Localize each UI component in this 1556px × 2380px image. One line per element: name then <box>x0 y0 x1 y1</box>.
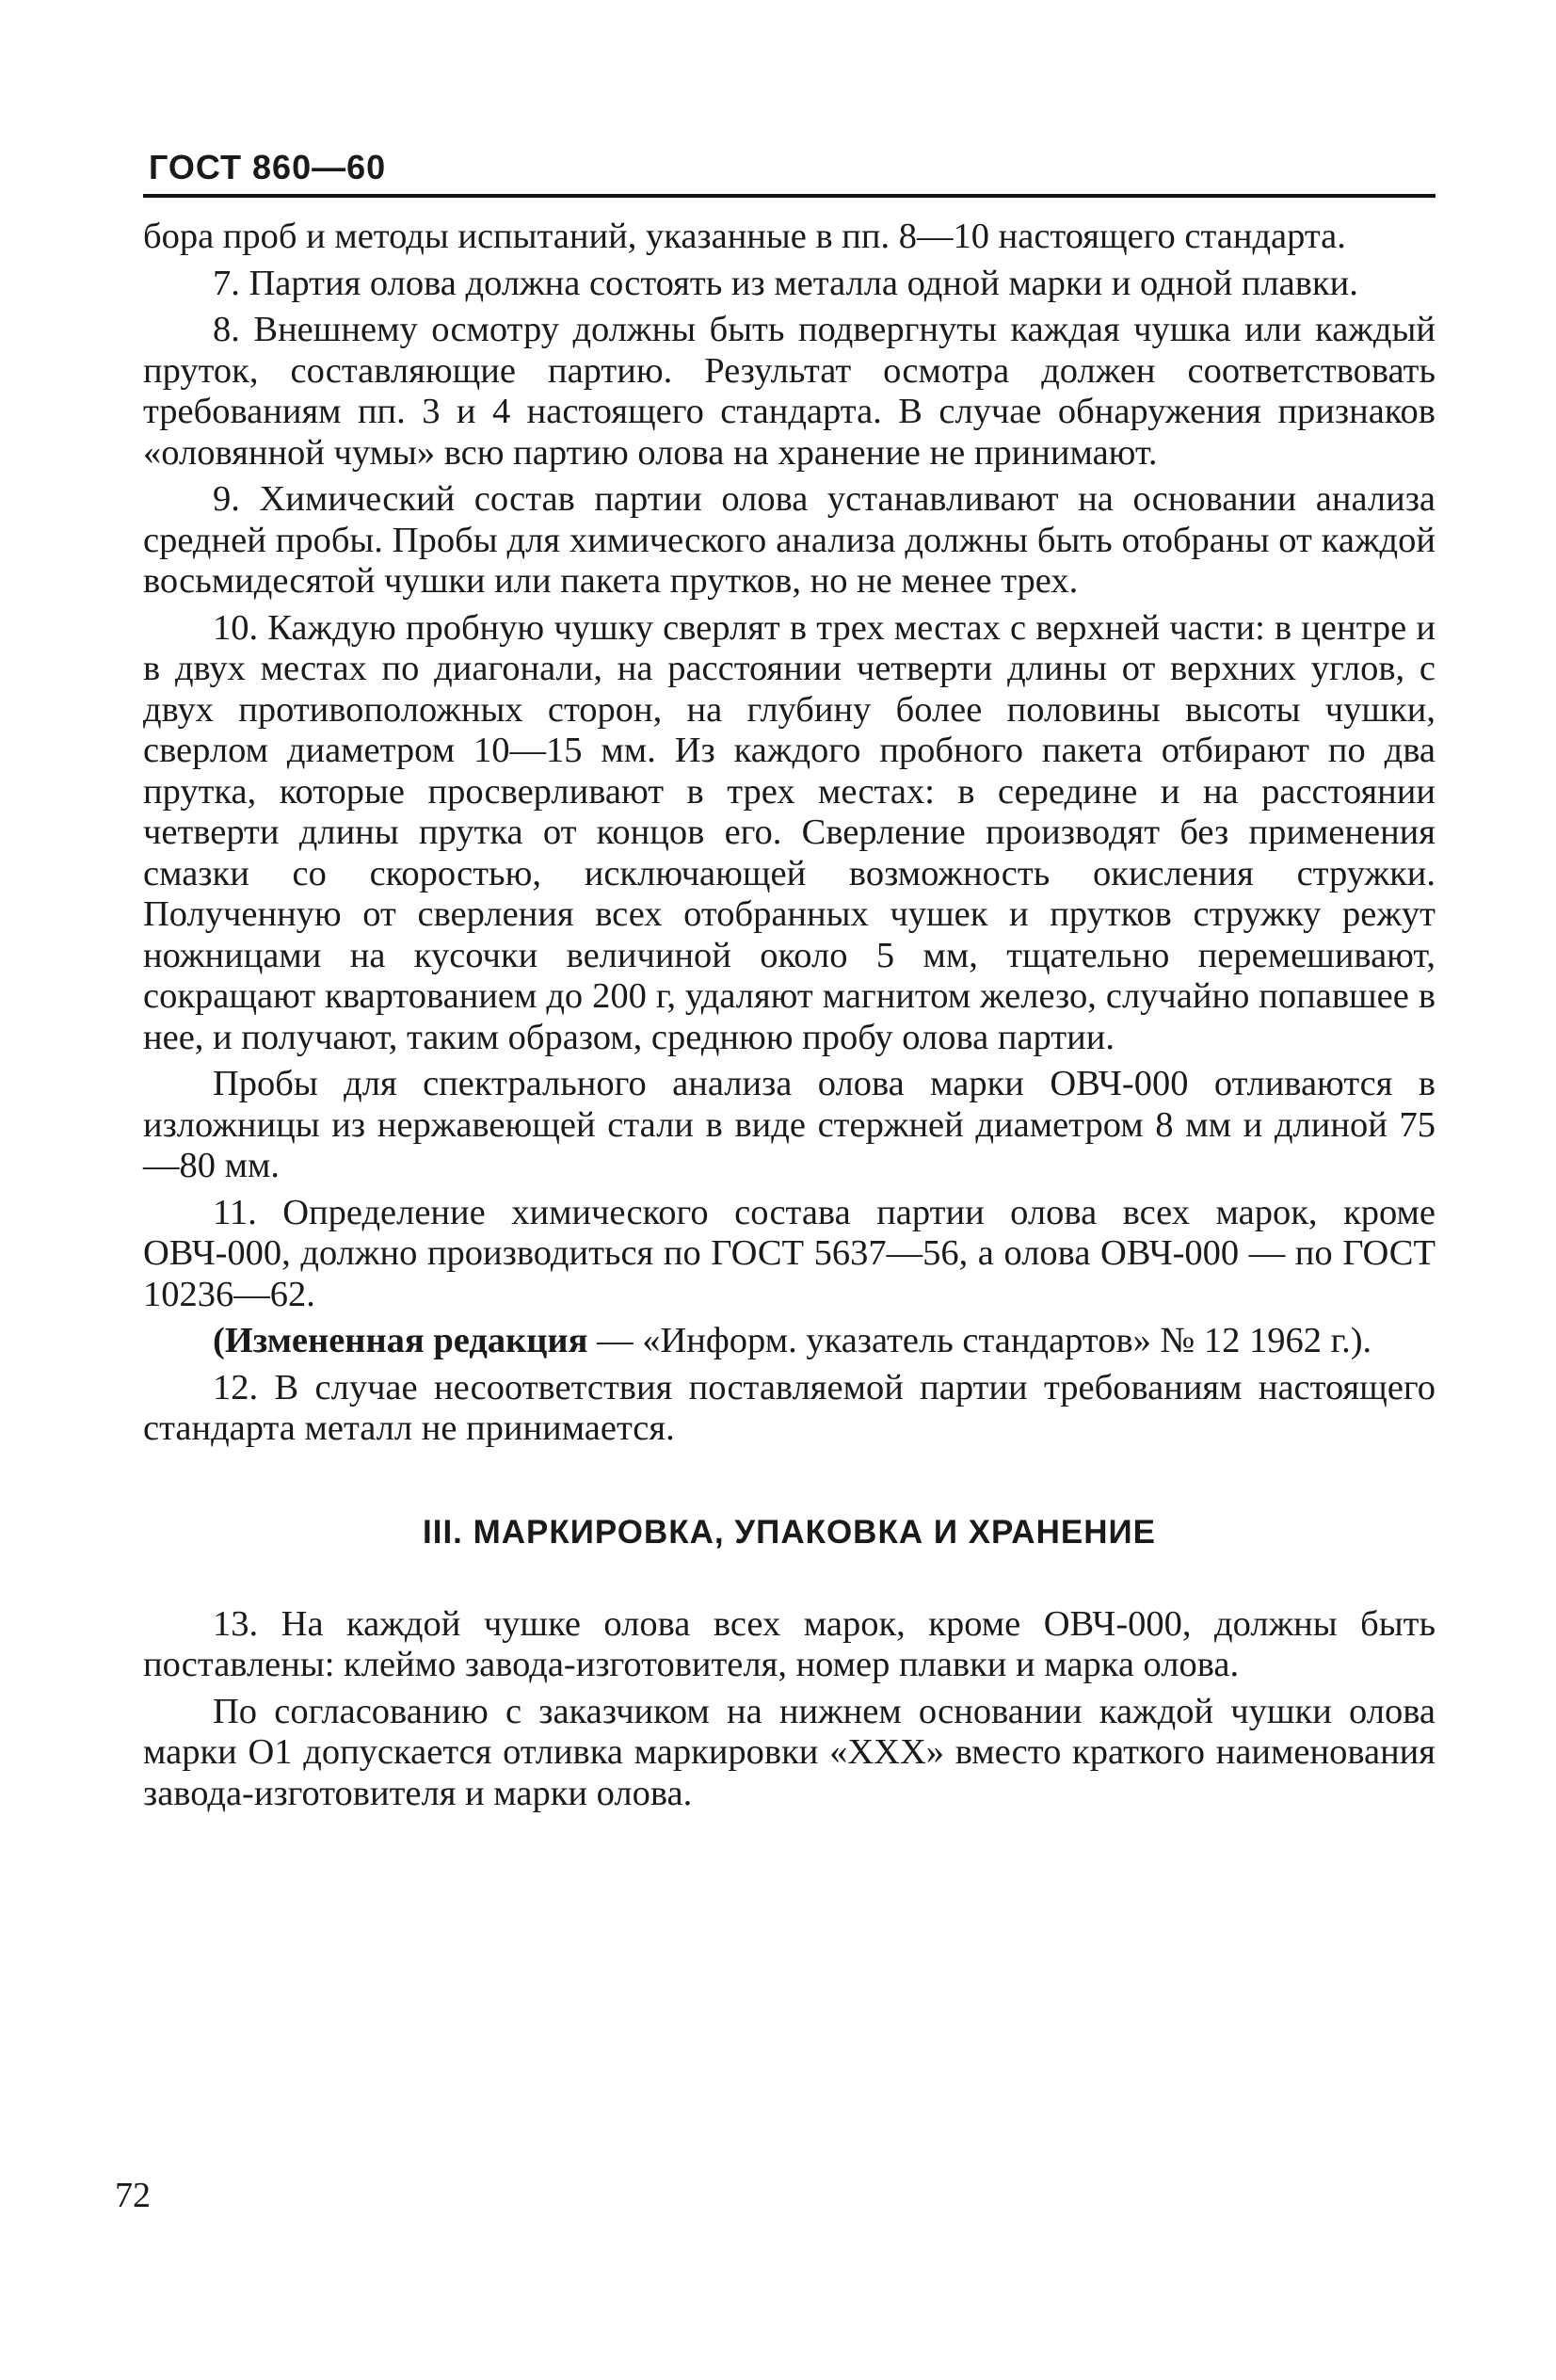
page-number: 72 <box>115 2176 151 2215</box>
page-header: ГОСТ 860—60 <box>149 148 387 186</box>
paragraph-12: 12. В случае несоответствия поставляемой партии требованиям настоящего стандарта металл не принимается. <box>143 1367 1436 1448</box>
body-text <box>122 217 1436 1450</box>
paragraph-10: 10. Каждую пробную чушку сверлят в трех местах с верхней части: в центре и в двух местах по диагонали, на расстоянии четверти длины от верхних углов, с двух противоположных сторон, на глубину более половины высоты чушки, сверлом диаметром 10—15 мм. Из каждого пробного пакета отбирают по два прутка, которые просверливают в трех местах: в середине и на расстоянии четверти длины прутка от концов его. Сверление производят без применения смазки со скоростью, исключающей возможность окисления стружки. Полученную от сверления всех отобранных чушек и прутков стружку режут ножницами на кусочки величиной около 5 мм, тщательно перемешивают, сокращают квартованием до 200 г, удаляют магнитом железо, случайно попавшее в нее, и получают, таким образом, среднюю пробу олова партии. <box>143 607 1436 1057</box>
paragraph-8: 8. Внешнему осмотру должны быть подвергнуты каждая чушка или каждый пруток, составляющие партию. Результат осмотра должен соответствовать требованиям пп. 3 и 4 настоящего стандарта. В случае обнаружения признаков «оловянной чумы» всю партию олова на хранение не принимают. <box>143 310 1436 473</box>
amendment-note <box>143 1321 1436 1362</box>
amendment-label: (Измененная редакция <box>213 1321 588 1360</box>
section-heading: III. МАРКИРОВКА, УПАКОВКА И ХРАНЕНИЕ <box>423 1513 1156 1551</box>
paragraph-13: 13. На каждой чушке олова всех марок, кроме ОВЧ-000, должны быть поставлены: клеймо завода-изготовителя, номер плавки и марка олова. <box>143 1603 1436 1684</box>
body-text-section-3 <box>122 1604 1436 1815</box>
paragraph-9: 9. Химический состав партии олова устанавливают на основании анализа средней пробы. Пробы для химического анализа должны быть отобраны от каждой восьмидесятой чушки или пакета прутков, но не менее трех. <box>143 479 1436 601</box>
paragraph-7: 7. Партия олова должна состоять из металла одной марки и одной плавки. <box>213 263 1358 303</box>
document-page <box>122 141 1436 1820</box>
amendment-source: — «Информ. указатель стандартов» № 12 1962 г.). <box>587 1321 1372 1360</box>
paragraph-continuation: бора проб и методы испытаний, указанные в пп. 8—10 настоящего стандарта. <box>143 217 1346 256</box>
paragraph-10-spectral: Пробы для спектрального анализа олова марки ОВЧ-000 отливаются в изложницы из нержавеющей стали в виде стержней диаметром 8 мм и длиной 75—80 мм. <box>143 1064 1436 1185</box>
paragraph-11: 11. Определение химического состава партии олова всех марок, кроме ОВЧ-000, должно производиться по ГОСТ 5637—56, а олова ОВЧ-000 — по ГОСТ 10236—62. <box>143 1192 1436 1314</box>
header-rule <box>143 194 1436 198</box>
paragraph-13-agreement: По согласованию с заказчиком на нижнем основании каждой чушки олова марки О1 допускается отливка маркировки «XXX» вместо краткого наименования завода-изготовителя и марки олова. <box>143 1691 1436 1813</box>
